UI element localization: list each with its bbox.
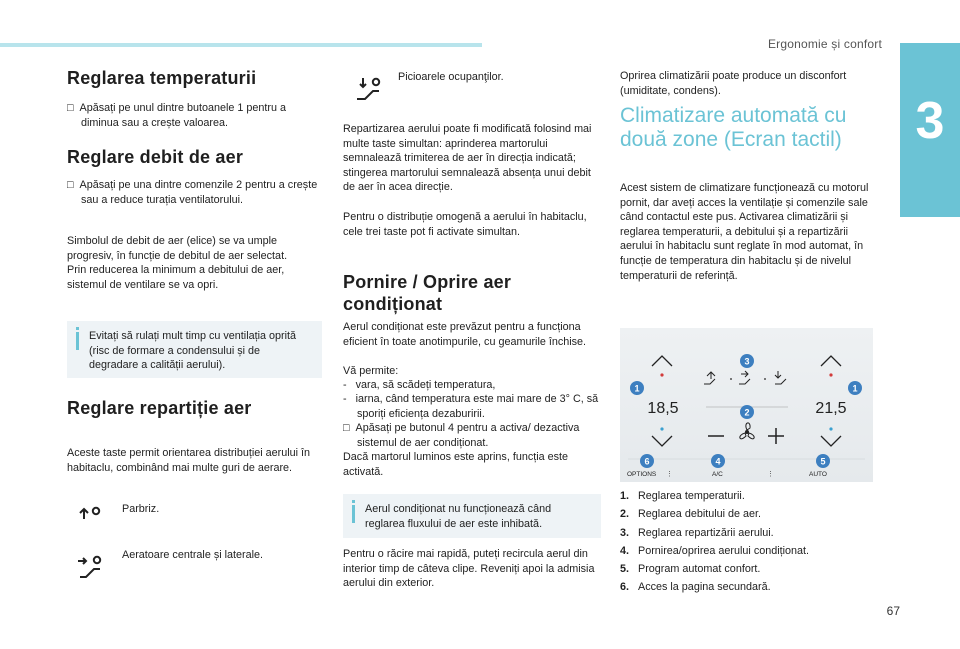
feet-label: Picioarele ocupanţilor. <box>398 71 504 83</box>
note-box-ventilation <box>67 321 322 378</box>
info-icon <box>352 500 355 503</box>
vents-label: Aeratoare centrale și laterale. <box>122 549 264 561</box>
svg-text:⋮: ⋮ <box>767 471 774 478</box>
callout-6 <box>640 454 654 468</box>
fan-icon <box>740 423 754 439</box>
dual-zone-title: Climatizare automată cu două zone (Ecran tactil) <box>620 104 847 151</box>
ac-stop-paragraph: Oprirea climatizării poate produce un disconfort (umiditate, condens). <box>620 70 847 97</box>
ac-button[interactable]: A/C <box>712 471 723 478</box>
callout-1-right <box>848 381 862 395</box>
temp-down-right-icon[interactable] <box>821 436 841 446</box>
windscreen-icon <box>74 503 104 531</box>
heading-ac: Pornire / Oprire aer condiționat <box>343 272 512 314</box>
temp-up-right-icon[interactable] <box>821 356 841 366</box>
fan-plus-icon[interactable] <box>768 428 784 444</box>
feet-icon <box>353 75 383 103</box>
heading-distribution: Reglare repartiție aer <box>67 398 252 418</box>
ac-bullet: □ Apăsați pe butonul 4 pentru a activa/ dezactiva sistemul de aer condiționat. <box>343 422 580 449</box>
svg-text:6: 6 <box>644 456 650 467</box>
note-text: Evitați să rulați mult timp cu ventilația oprită (risc de formare a condensului și de degradare a calității aerului). <box>89 330 297 372</box>
legend-list <box>620 487 880 597</box>
options-button[interactable]: OPTIONS <box>627 471 657 478</box>
page-number: 67 <box>886 604 900 618</box>
chapter-number: 3 <box>915 92 945 150</box>
temp-down-left-icon[interactable] <box>652 436 672 446</box>
distribution-feet-icon[interactable] <box>775 371 786 384</box>
list-item: 5. Program automat confort. <box>620 563 761 576</box>
bullet-icon: □ <box>343 422 356 434</box>
distribution-paragraph-3: Pentru o distribuție omogenă a aerului în habitaclu, cele trei taste pot fi activate simultan. <box>343 211 587 238</box>
auto-button[interactable]: AUTO <box>809 471 827 478</box>
callout-1-left <box>630 381 644 395</box>
list-item: 2. Reglarea debitului de aer. <box>620 508 762 521</box>
callout-3 <box>740 354 754 368</box>
temp-bullet: □ Apăsați pe unul dintre butoanele 1 pentru a diminua sau a crește valoarea. <box>67 102 287 129</box>
list-item: 4. Pornirea/oprirea aerului condiționat. <box>620 544 810 557</box>
ac-dash-2: - iarna, când temperatura este mai mare de 3° C, să sporiți eficiența dezaburirii. <box>343 393 599 420</box>
distribution-paragraph-2: Repartizarea aerului poate fi modificată folosind mai multe taste simultan: aprinderea martorului semnalează trimiterea de aer în direcția indicată; stingerea martorului semnalează absența unui debit de aer în acea direcție. <box>343 123 592 194</box>
ac-dash-1: - vara, să scădeți temperatura, <box>343 379 496 391</box>
callout-4 <box>711 454 725 468</box>
dual-zone-intro: Acest sistem de climatizare funcționează cu motorul pornit, dar aveți acces la ventilație și comenzile sale când contactul este pus. Activarea climatizării și reglarea temperaturii, a debitului și a repartizării aerului în habitaclu sunt reglate în mod automat, în funcție de temperatura din habitaclu și de nivelul temperaturii de referință. <box>620 182 869 282</box>
bullet-icon: □ <box>67 179 80 191</box>
distribution-windscreen-icon[interactable] <box>704 372 715 384</box>
list-item: 1. Reglarea temperaturii. <box>620 490 745 502</box>
ac-paragraph-4: Pentru o răcire mai rapidă, puteți recircula aerul din interior timp de câteva clipe. Reveniți apoi la admisia aerului din exterior. <box>343 548 595 590</box>
header-rule <box>0 43 482 47</box>
airflow-paragraph-1: Simbolul de debit de aer (elice) se va umple progresiv, în funcție de debitul de aer selectat. <box>67 235 288 262</box>
info-icon <box>76 327 79 330</box>
climate-touchscreen-panel <box>620 328 873 482</box>
chapter-tab <box>900 43 960 217</box>
svg-text:5: 5 <box>820 456 826 467</box>
ac-paragraph-2: Vă permite: <box>343 365 399 377</box>
distribution-paragraph: Aceste taste permit orientarea distribuției aerului în habitaclu, combinând mai multe guri de aerare. <box>67 447 311 474</box>
ac-paragraph-1: Aerul condiționat este prevăzut pentru a funcționa eficient în toate anotimpurile, cu geamurile închise. <box>343 321 587 348</box>
note-text: Aerul condiționat nu funcționează când reglarea fluxului de aer este inhibată. <box>365 503 552 530</box>
airflow-paragraph-2: Prin reducerea la minimum a debitului de aer, sistemul de ventilare se va opri. <box>67 264 285 291</box>
temp-left-value: 18,5 <box>647 400 679 417</box>
callout-2 <box>740 405 754 419</box>
svg-text:4: 4 <box>715 456 721 467</box>
temp-up-left-icon[interactable] <box>652 356 672 366</box>
section-header: Ergonomie și confort <box>767 37 882 51</box>
distribution-vents-icon[interactable] <box>739 371 750 384</box>
temp-right-value: 21,5 <box>815 400 847 417</box>
list-item: 6. Acces la pagina secundară. <box>620 581 771 594</box>
svg-text:3: 3 <box>744 356 750 367</box>
bullet-icon: □ <box>67 102 80 114</box>
svg-text:1: 1 <box>852 383 858 394</box>
heading-temperature: Reglarea temperaturii <box>67 68 257 88</box>
airflow-bullet: □ Apăsați pe una dintre comenzile 2 pentru a crește sau a reduce turația ventilatorului. <box>67 179 318 206</box>
windscreen-label: Parbriz. <box>122 503 160 515</box>
list-item: 3. Reglarea repartizării aerului. <box>620 526 774 539</box>
callout-5 <box>816 454 830 468</box>
note-box-ac <box>343 494 601 538</box>
svg-text:⋮: ⋮ <box>666 471 673 478</box>
heading-airflow: Reglare debit de aer <box>67 147 244 167</box>
vents-icon <box>74 553 104 581</box>
svg-text:2: 2 <box>744 407 750 418</box>
ac-paragraph-3: Dacă martorul luminos este aprins, funcția este activată. <box>343 451 569 478</box>
svg-text:1: 1 <box>634 383 640 394</box>
